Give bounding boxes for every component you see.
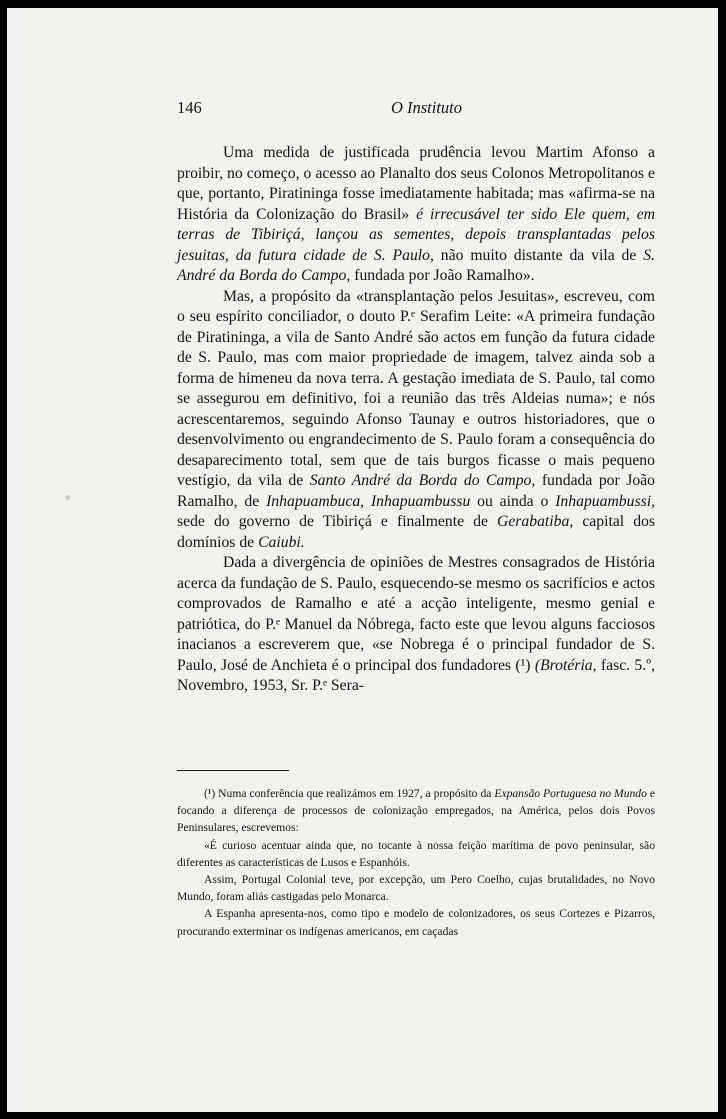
text-run: e focando a diferença de processos de colonização empregados, na América, pelos dois Povos Peninsulares, escrevemos: (177, 787, 656, 835)
paragraph (177, 553, 655, 697)
italic-text-run: Expansão Portuguesa no Mundo (494, 787, 647, 800)
footnotes (177, 785, 655, 940)
text-run: sede do governo de Tibiriçá e finalmente de (177, 513, 497, 530)
text-run: fasc. 5.º, Novembro, 1953, Sr. P.ᵉ Sera- (177, 656, 655, 694)
text-run: fundada por João Ramalho, de (177, 472, 656, 510)
footnote-paragraph (177, 837, 655, 871)
main-text (177, 143, 655, 697)
text-run: capital dos domínios de (177, 513, 656, 551)
text-run: Mas, a propósito da «transplantação pelos Jesuitas», escreveu, com o seu espírito conciliador, o douto P.ᵉ Serafim Leite: «A primeira fundação de Piratininga, a vila de Santo André são actos em função da futura cidade de S. Paulo, mas com maior propriedade de imagem, talvez ainda sob a forma de himeneu da nova terra. A gestação imediata de S. Paulo, tal como se assegurou em definitivo, foi a reunião das três Aldeias numa»; e nós acrescentaremos, seguindo Afonso Taunay e outros historiadores, que o desenvolvimento ou engrandecimento de S. Paulo foram a consequência do desaparecimento total, sem que de tais burgos ficasse o mais pequeno vestígio, da vila de (177, 287, 655, 489)
text-run: «É curioso acentuar ainda que, no tocante à nossa feição marítima de povo peninsular, são diferentes as características de Lusos e Espanhóis. (177, 838, 655, 869)
text-run: ou ainda o (470, 492, 556, 510)
text-run: (¹) Numa conferência que realizámos em 1927, a propósito da (204, 787, 495, 800)
document-page (7, 8, 718, 1112)
italic-text-run: é irrecusável ter sido Ele quem, em terras de Tibiriçá, lançou as sementes, depois transplantadas pelos jesuitas, da futura cidade de S. Paulo, (177, 205, 655, 264)
italic-text-run: (Brotéria, (534, 656, 597, 674)
text-run: A Espanha apresenta-nos, como tipo e modelo de colonizadores, os seus Cortezes e Pizarros, procurando exterminar os indígenas americanos, em caçadas (177, 907, 655, 938)
text-run: Uma medida de justificada prudência levou Martim Afonso a proibir, no começo, o acesso ao Planalto dos seus Colonos Metropolitanos e que, portanto, Piratininga fosse imediatamente habitada; mas «afirma-se na História da Colonização do Brasil» (177, 144, 655, 223)
page-number: 146 (177, 98, 202, 117)
paragraph (177, 143, 655, 287)
paragraph (177, 287, 655, 554)
footnote-paragraph (177, 785, 655, 837)
text-run: Dada a divergência de opiniões de Mestres consagrados de História acerca da fundação de S. Paulo, esquecendo-se mesmo os sacrifícios e actos comprovados de Ramalho e até a acção inteligente, mesmo genial e patriótica, do P.ᵉ Manuel da Nóbrega, facto este que levou alguns facciosos inacianos a escreverem que, «se Nobrega é o principal fundador de S. Paulo, José de Anchieta é o principal dos fundadores (¹) (177, 554, 655, 674)
italic-text-run: Santo André da Borda do Campo, (309, 472, 536, 489)
footnote-rule (177, 770, 289, 771)
page-header (177, 98, 562, 120)
italic-text-run: S. André da Borda do Campo, (177, 246, 655, 284)
text-run: fundada por João Ramalho». (350, 267, 535, 284)
paper-speck (65, 495, 70, 500)
italic-text-run: Inhapuambussi, (555, 492, 655, 510)
text-run: Assim, Portugal Colonial teve, por excepção, um Pero Coelho, cujas brutalidades, no Novo Mundo, foram aliás castigadas pelo Monarca. (177, 873, 655, 904)
footnote-paragraph (177, 905, 655, 939)
footnote-paragraph (177, 871, 655, 905)
italic-text-run: Gerabatiba, (497, 513, 574, 530)
text-run: não muito distante da vila de (433, 246, 644, 264)
italic-text-run: Caiubi. (258, 533, 305, 551)
running-title: O Instituto (390, 98, 462, 117)
italic-text-run: Inhapuambuca, Inhapuambussu (266, 492, 471, 510)
